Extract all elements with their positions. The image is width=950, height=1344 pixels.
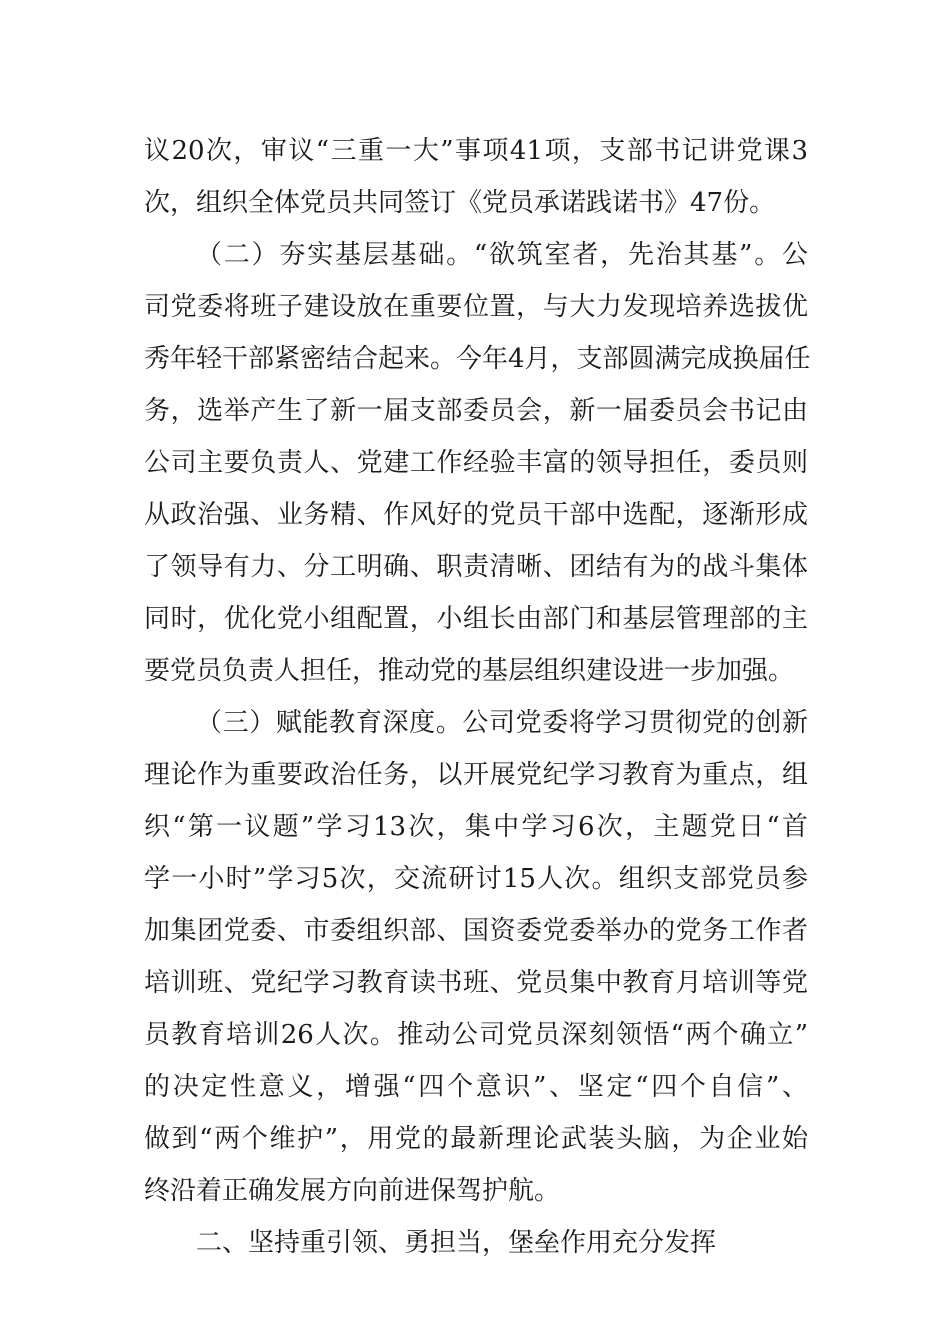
text-line: 终沿着正确发展方向前进保驾护航。 xyxy=(144,1176,561,1206)
text-line: 做到“两个维护”，用党的最新理论武装头脑，为企业始 xyxy=(144,1124,808,1154)
section-heading-line: （三）赋能教育深度。公司党委将学习贯彻党的创新 xyxy=(196,708,808,738)
text-line: 务，选举产生了新一届支部委员会，新一届委员会书记由 xyxy=(144,396,808,426)
section-heading-line: （二）夯实基层基础。“欲筑室者，先治其基”。公 xyxy=(196,240,808,270)
text-line: 秀年轻干部紧密结合起来。今年4月，支部圆满完成换届任 xyxy=(144,344,811,374)
text-line: 议20次，审议“三重一大”事项41项，支部书记讲党课3 xyxy=(144,136,808,166)
text-line: 从政治强、业务精、作风好的党员干部中选配，逐渐形成 xyxy=(144,500,808,530)
text-line: 加集团党委、市委组织部、国资委党委举办的党务工作者 xyxy=(144,916,808,946)
text-line: 司党委将班子建设放在重要位置，与大力发现培养选拔优 xyxy=(144,292,808,322)
text-line: 了领导有力、分工明确、职责清晰、团结有为的战斗集体 xyxy=(144,552,808,582)
text-line: 理论作为重要政治任务，以开展党纪学习教育为重点，组 xyxy=(144,760,808,790)
chapter-heading: 二、坚持重引领、勇担当，堡垒作用充分发挥 xyxy=(196,1228,717,1258)
text-line: 的决定性意义，增强“四个意识”、坚定“四个自信”、 xyxy=(144,1072,808,1102)
text-line: 学一小时”学习5次，交流研讨15人次。组织支部党员参 xyxy=(144,864,808,894)
text-line: 次，组织全体党员共同签订《党员承诺践诺书》47份。 xyxy=(144,188,776,218)
text-line: 织“第一议题”学习13次，集中学习6次，主题党日“首 xyxy=(144,812,808,842)
text-line: 员教育培训26人次。推动公司党员深刻领悟“两个确立” xyxy=(144,1020,808,1050)
text-line: 要党员负责人担任，推动党的基层组织建设进一步加强。 xyxy=(144,656,795,686)
text-line: 同时，优化党小组配置，小组长由部门和基层管理部的主 xyxy=(144,604,808,634)
text-line: 培训班、党纪学习教育读书班、党员集中教育月培训等党 xyxy=(144,968,808,998)
text-line: 公司主要负责人、党建工作经验丰富的领导担任，委员则 xyxy=(144,448,808,478)
